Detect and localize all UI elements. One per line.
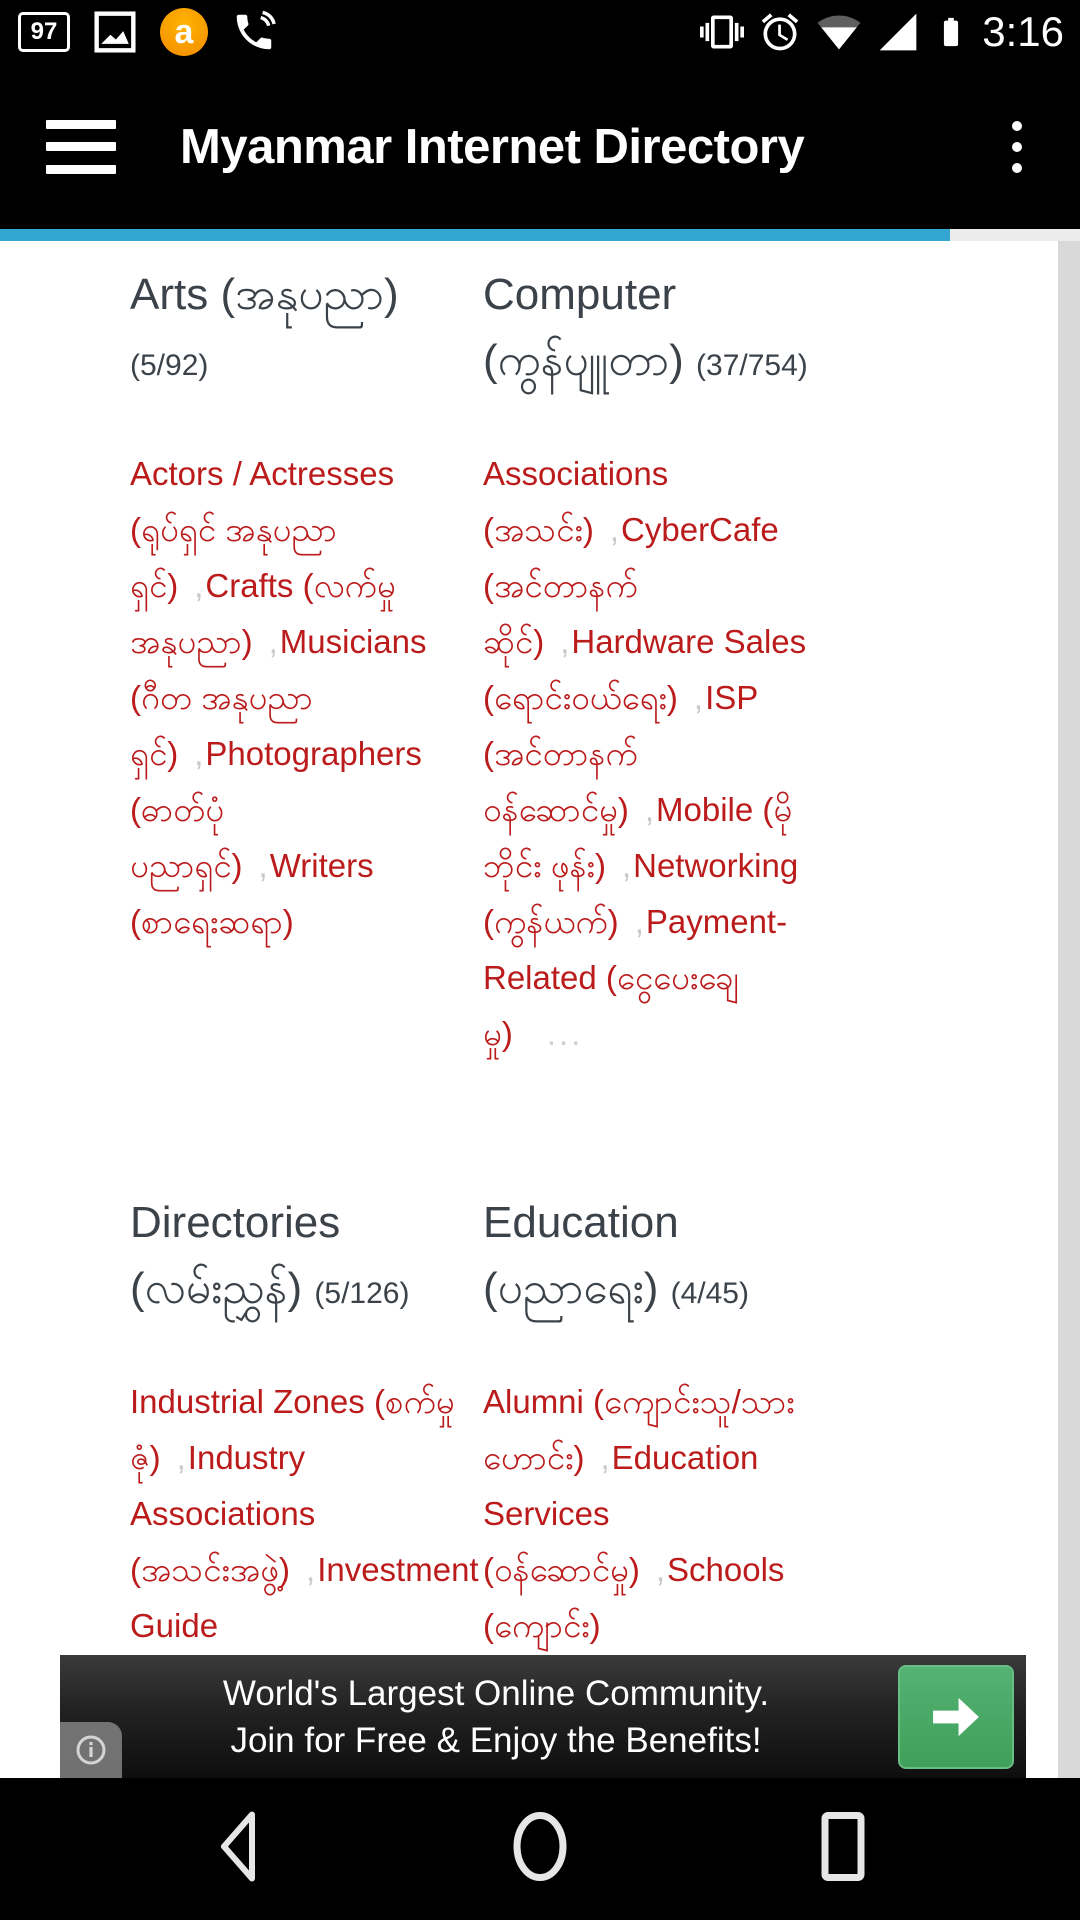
ad-banner[interactable] xyxy=(60,1655,1026,1778)
category-link[interactable]: Associations (အသင်း) xyxy=(483,455,669,548)
link-separator: , xyxy=(194,735,204,772)
ad-text-line1: World's Largest Online Community. xyxy=(222,1673,770,1713)
battery-icon xyxy=(934,9,968,55)
category-links xyxy=(483,1374,820,1654)
category-name: Computer xyxy=(483,270,677,319)
category-link[interactable]: Musicians (ဂီတ အနုပညာရှင်) xyxy=(130,623,427,772)
alarm-icon xyxy=(758,10,802,54)
battery-level-notification-icon: 97 xyxy=(18,12,70,52)
category-link[interactable]: Crafts (လက်မှု အနုပညာ) xyxy=(130,567,396,660)
category-link[interactable]: Industry Associations (အသင်းအဖွဲ့) xyxy=(130,1439,316,1588)
category-link[interactable]: Mobile (မိုဘိုင်း ဖုန်း) xyxy=(483,791,793,884)
wifi-icon xyxy=(816,10,862,54)
category-links xyxy=(130,446,470,950)
home-icon xyxy=(508,1807,572,1887)
progress-fill xyxy=(0,229,950,241)
category-count: (37/754) xyxy=(696,349,808,382)
status-system-icons xyxy=(700,8,1080,56)
link-separator: , xyxy=(693,679,704,716)
recents-button[interactable] xyxy=(815,1807,871,1892)
active-call-icon xyxy=(230,9,278,55)
home-button[interactable] xyxy=(508,1807,572,1892)
info-icon xyxy=(71,1730,111,1770)
link-separator: , xyxy=(194,567,204,604)
category-link[interactable]: Photographers (ဓာတ်ပုံ ပညာရှင်) xyxy=(130,735,422,884)
category-link[interactable]: Schools (ကျောင်း) xyxy=(483,1551,785,1644)
web-content xyxy=(0,241,1080,1778)
ad-cta-button[interactable] xyxy=(898,1665,1014,1769)
category-link[interactable]: Education Services (ဝန်ဆောင်မှု) xyxy=(483,1439,759,1588)
category-link[interactable]: Writers (စာရေးဆရာ) xyxy=(130,847,374,940)
back-button[interactable] xyxy=(214,1807,266,1892)
gallery-icon xyxy=(92,10,138,54)
category-link[interactable]: Payment-Related (ငွေပေးချေမှု) xyxy=(483,903,788,1052)
header xyxy=(0,0,1080,229)
category-heading xyxy=(483,1190,820,1374)
link-separator: , xyxy=(306,1551,316,1588)
category-heading xyxy=(130,1190,470,1374)
category-links xyxy=(483,446,820,1062)
link-separator: , xyxy=(644,791,655,828)
category-link[interactable]: Actors / Actresses (ရုပ်ရှင် အနုပညာရှင်) xyxy=(130,455,395,604)
category-heading xyxy=(483,262,820,446)
link-separator: , xyxy=(560,623,570,660)
ad-text-line2: Join for Free & Enjoy the Benefits! xyxy=(230,1720,762,1760)
more-vert-icon xyxy=(1012,121,1022,131)
progress-bar xyxy=(0,229,1080,241)
orange-app-icon: a xyxy=(160,8,208,56)
category-link[interactable]: Hardware Sales (ရောင်းဝယ်ရေး) xyxy=(483,623,807,716)
menu-button[interactable] xyxy=(46,120,118,174)
category-grid-bottom xyxy=(130,1190,820,1654)
category-cell xyxy=(483,1190,820,1654)
page-title: Myanmar Internet Directory xyxy=(180,119,805,174)
category-burmese: (ပညာရေး) xyxy=(483,1264,659,1313)
category-count: (4/45) xyxy=(670,1277,749,1310)
category-count: (5/126) xyxy=(314,1277,410,1310)
status-bar xyxy=(0,0,1080,64)
category-name: Education xyxy=(483,1198,679,1247)
category-name: Arts xyxy=(130,270,209,319)
category-links xyxy=(130,1374,479,1654)
vibrate-icon xyxy=(700,10,744,54)
ad-info-button[interactable] xyxy=(60,1722,122,1778)
link-separator: , xyxy=(621,847,632,884)
cell-signal-icon xyxy=(876,10,920,54)
overflow-menu-button[interactable] xyxy=(1006,115,1028,179)
link-separator: , xyxy=(600,1439,610,1476)
category-link[interactable]: ISP (အင်တာနက် ဝန်ဆောင်မှု) xyxy=(483,679,758,828)
hamburger-icon xyxy=(46,120,116,129)
category-cell xyxy=(130,262,470,1062)
category-link[interactable]: Networking (ကွန်ယက်) xyxy=(483,847,799,940)
category-burmese: (အနုပညာ) xyxy=(220,270,399,319)
ad-text xyxy=(60,1670,898,1764)
category-link[interactable]: Alumni (ကျောင်းသူ/သားဟောင်း) xyxy=(483,1383,795,1476)
category-heading xyxy=(130,262,470,446)
category-link[interactable]: CyberCafe (အင်တာနက်ဆိုင်) xyxy=(483,511,779,660)
link-separator: , xyxy=(176,1439,186,1476)
more-ellipsis[interactable]: ... xyxy=(546,1015,584,1052)
clock-time: 3:16 xyxy=(982,8,1064,55)
link-separator: , xyxy=(258,847,268,884)
link-separator: , xyxy=(655,1551,666,1588)
category-name: Directories xyxy=(130,1198,341,1247)
category-link[interactable]: Industrial Zones (စက်မှုဇုံ) xyxy=(130,1383,455,1476)
status-notification-icons xyxy=(0,8,700,56)
category-cell xyxy=(483,262,820,1062)
link-separator: , xyxy=(609,511,620,548)
category-grid-top xyxy=(130,262,820,1062)
page-edge-strip xyxy=(1058,241,1080,1778)
back-icon xyxy=(214,1807,266,1887)
app-bar xyxy=(0,64,1080,229)
category-cell xyxy=(130,1190,479,1654)
category-burmese: (ကွန်ပျူတာ) xyxy=(483,336,684,385)
category-burmese: (လမ်းညွှန်) xyxy=(130,1264,303,1313)
arrow-right-icon xyxy=(928,1691,984,1743)
link-separator: , xyxy=(268,623,278,660)
category-link[interactable]: Investment Guide xyxy=(130,1551,479,1644)
category-count: (5/92) xyxy=(130,349,209,382)
nav-bar xyxy=(0,1778,1080,1920)
recents-icon xyxy=(815,1807,871,1887)
link-separator: , xyxy=(634,903,644,940)
